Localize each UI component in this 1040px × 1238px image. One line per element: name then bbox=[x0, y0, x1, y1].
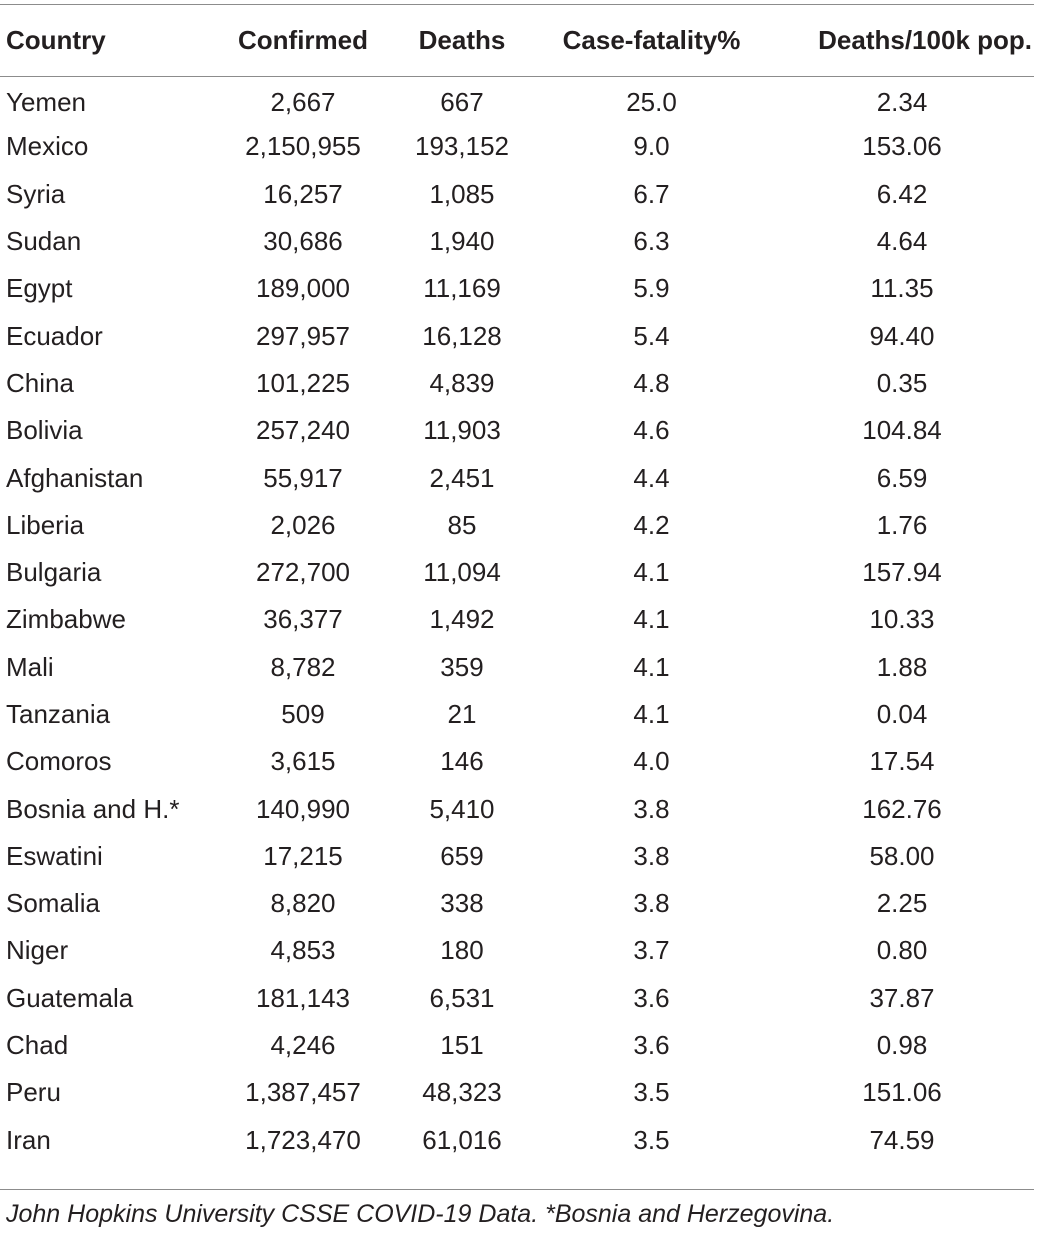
cell-deaths: 151 bbox=[440, 1030, 484, 1061]
cell-deaths: 5,410 bbox=[429, 793, 495, 824]
cell-country: Comoros bbox=[6, 746, 112, 777]
cell-country: Afghanistan bbox=[6, 462, 144, 493]
cell-deaths-per-100k: 94.40 bbox=[869, 320, 935, 351]
table-row bbox=[0, 123, 1034, 170]
cell-deaths-per-100k: 153.06 bbox=[862, 131, 942, 162]
cell-case-fatality: 3.5 bbox=[633, 1124, 670, 1155]
cell-case-fatality: 25.0 bbox=[626, 87, 677, 118]
cell-deaths-per-100k: 74.59 bbox=[869, 1124, 935, 1155]
cell-deaths: 193,152 bbox=[415, 131, 509, 162]
table-footnote: John Hopkins University CSSE COVID-19 Data. *Bosnia and Herzegovina. bbox=[6, 1200, 835, 1228]
cell-confirmed: 2,026 bbox=[270, 509, 336, 540]
cell-deaths: 61,016 bbox=[422, 1124, 502, 1155]
cell-deaths: 667 bbox=[440, 87, 484, 118]
cell-country: Peru bbox=[6, 1077, 61, 1108]
cell-case-fatality: 4.0 bbox=[633, 746, 670, 777]
cell-case-fatality: 4.4 bbox=[633, 462, 670, 493]
cell-deaths-per-100k: 2.25 bbox=[876, 888, 928, 919]
table-row bbox=[0, 785, 1034, 832]
header-row bbox=[0, 5, 1034, 76]
cell-deaths: 359 bbox=[440, 651, 484, 682]
cell-deaths-per-100k: 2.34 bbox=[876, 87, 928, 118]
cell-deaths: 21 bbox=[447, 699, 477, 729]
cell-confirmed: 16,257 bbox=[263, 178, 343, 209]
cell-deaths-per-100k: 0.04 bbox=[876, 699, 928, 729]
cell-deaths-per-100k: 10.33 bbox=[869, 604, 935, 635]
cell-country: Chad bbox=[6, 1030, 69, 1061]
cell-confirmed: 2,667 bbox=[270, 87, 336, 118]
cell-deaths: 11,169 bbox=[423, 273, 501, 304]
cell-deaths: 1,492 bbox=[429, 604, 495, 635]
cell-confirmed: 3,615 bbox=[270, 746, 336, 777]
cell-deaths: 146 bbox=[440, 746, 484, 777]
column-header-confirmed: Confirmed bbox=[238, 25, 368, 55]
cell-country: Guatemala bbox=[6, 982, 134, 1013]
cell-case-fatality: 4.8 bbox=[633, 367, 670, 398]
cell-confirmed: 257,240 bbox=[256, 415, 350, 446]
cell-case-fatality: 9.0 bbox=[633, 131, 670, 162]
cell-deaths: 338 bbox=[440, 888, 484, 919]
cell-confirmed: 1,723,470 bbox=[245, 1124, 361, 1155]
cell-deaths-per-100k: 104.84 bbox=[862, 415, 942, 446]
cell-confirmed: 2,150,955 bbox=[245, 131, 361, 162]
cell-case-fatality: 3.8 bbox=[633, 840, 670, 871]
cell-confirmed: 1,387,457 bbox=[245, 1077, 361, 1108]
table-row bbox=[0, 1069, 1034, 1116]
cell-confirmed: 140,990 bbox=[256, 793, 350, 824]
cell-deaths: 2,451 bbox=[429, 462, 495, 493]
cell-country: Egypt bbox=[6, 273, 73, 304]
cell-deaths: 659 bbox=[440, 840, 484, 871]
cell-confirmed: 189,000 bbox=[256, 273, 350, 304]
cell-confirmed: 297,957 bbox=[256, 320, 350, 351]
table-row bbox=[0, 171, 1034, 218]
cell-deaths: 11,903 bbox=[423, 415, 501, 446]
cell-case-fatality: 3.8 bbox=[633, 888, 670, 919]
cell-case-fatality: 6.3 bbox=[633, 226, 670, 257]
table-body bbox=[0, 76, 1034, 1164]
cell-deaths-per-100k: 157.94 bbox=[862, 557, 942, 588]
cell-case-fatality: 4.1 bbox=[633, 699, 670, 729]
cell-country: Tanzania bbox=[6, 699, 111, 729]
cell-deaths: 4,839 bbox=[429, 367, 495, 398]
cell-deaths-per-100k: 6.42 bbox=[876, 178, 928, 209]
cell-country: Somalia bbox=[6, 888, 100, 919]
table-row bbox=[0, 502, 1034, 549]
cell-case-fatality: 4.6 bbox=[633, 415, 670, 446]
cell-deaths: 1,940 bbox=[429, 226, 495, 257]
cell-confirmed: 36,377 bbox=[263, 604, 343, 635]
cell-confirmed: 55,917 bbox=[263, 462, 343, 493]
cell-deaths-per-100k: 1.88 bbox=[876, 651, 928, 682]
cell-country: Bulgaria bbox=[6, 557, 102, 588]
cell-country: Sudan bbox=[6, 226, 82, 257]
cell-country: Bosnia and H.* bbox=[6, 793, 180, 824]
cell-deaths-per-100k: 162.76 bbox=[862, 793, 942, 824]
cell-deaths-per-100k: 11.35 bbox=[870, 273, 934, 304]
table-row bbox=[0, 218, 1034, 265]
table-row bbox=[0, 596, 1034, 643]
cell-case-fatality: 5.4 bbox=[633, 320, 670, 351]
cell-deaths-per-100k: 0.98 bbox=[876, 1030, 928, 1061]
table-row bbox=[0, 549, 1034, 596]
cell-deaths: 11,094 bbox=[423, 557, 501, 588]
cell-country: Iran bbox=[6, 1124, 51, 1155]
table-row bbox=[0, 738, 1034, 785]
cell-deaths-per-100k: 4.64 bbox=[876, 226, 928, 257]
column-header-country: Country bbox=[6, 25, 106, 55]
cell-case-fatality: 4.1 bbox=[633, 557, 670, 588]
cell-case-fatality: 4.2 bbox=[633, 509, 670, 540]
cell-deaths-per-100k: 58.00 bbox=[869, 840, 935, 871]
cell-confirmed: 181,143 bbox=[256, 982, 350, 1013]
bottom-rule bbox=[0, 1189, 1034, 1190]
table-row bbox=[0, 265, 1034, 312]
cell-case-fatality: 5.9 bbox=[633, 273, 670, 304]
table-row bbox=[0, 1022, 1034, 1069]
cell-deaths-per-100k: 0.35 bbox=[876, 367, 928, 398]
cell-deaths-per-100k: 1.76 bbox=[876, 509, 928, 540]
cell-country: Niger bbox=[6, 935, 69, 966]
cell-confirmed: 30,686 bbox=[263, 226, 343, 257]
cell-case-fatality: 3.6 bbox=[633, 982, 670, 1013]
cell-deaths: 1,085 bbox=[429, 178, 495, 209]
cell-confirmed: 101,225 bbox=[256, 367, 350, 398]
cell-case-fatality: 3.5 bbox=[633, 1077, 670, 1108]
cell-confirmed: 17,215 bbox=[263, 840, 343, 871]
cell-deaths: 48,323 bbox=[422, 1077, 502, 1108]
table-row bbox=[0, 454, 1034, 501]
cell-confirmed: 8,782 bbox=[270, 651, 336, 682]
cell-country: China bbox=[6, 367, 74, 398]
table-row bbox=[0, 312, 1034, 359]
cell-case-fatality: 3.7 bbox=[633, 935, 670, 966]
table-row bbox=[0, 927, 1034, 974]
cell-deaths-per-100k: 6.59 bbox=[876, 462, 928, 493]
cell-deaths: 85 bbox=[447, 509, 477, 540]
table-row bbox=[0, 1117, 1034, 1164]
cell-confirmed: 4,246 bbox=[270, 1030, 336, 1061]
cell-deaths-per-100k: 17.54 bbox=[869, 746, 935, 777]
cell-deaths-per-100k: 151.06 bbox=[862, 1077, 942, 1108]
cell-deaths: 6,531 bbox=[429, 982, 495, 1013]
cell-case-fatality: 4.1 bbox=[633, 651, 670, 682]
cell-country: Liberia bbox=[6, 509, 85, 540]
cell-country: Mali bbox=[6, 651, 54, 682]
column-header-case-fatality: Case-fatality% bbox=[562, 25, 741, 55]
cell-case-fatality: 3.6 bbox=[633, 1030, 670, 1061]
cell-case-fatality: 3.8 bbox=[633, 793, 670, 824]
cell-confirmed: 8,820 bbox=[270, 888, 336, 919]
cell-deaths-per-100k: 37.87 bbox=[869, 982, 935, 1013]
cell-confirmed: 4,853 bbox=[270, 935, 336, 966]
table-row bbox=[0, 360, 1034, 407]
cell-deaths: 180 bbox=[440, 935, 484, 966]
cell-case-fatality: 6.7 bbox=[633, 178, 670, 209]
table-row bbox=[0, 76, 1034, 123]
table-row bbox=[0, 691, 1034, 738]
table-row bbox=[0, 407, 1034, 454]
cell-country: Bolivia bbox=[6, 415, 83, 446]
table-row bbox=[0, 644, 1034, 691]
table-row bbox=[0, 833, 1034, 880]
table-row bbox=[0, 880, 1034, 927]
covid-fatality-table bbox=[0, 5, 1034, 1164]
column-header-deaths-per-100k: Deaths/100k pop. bbox=[818, 25, 1032, 55]
cell-deaths: 16,128 bbox=[422, 320, 502, 351]
cell-country: Mexico bbox=[6, 131, 89, 162]
cell-country: Eswatini bbox=[6, 840, 103, 871]
cell-country: Ecuador bbox=[6, 320, 103, 351]
table-row bbox=[0, 975, 1034, 1022]
cell-case-fatality: 4.1 bbox=[633, 604, 670, 635]
cell-deaths-per-100k: 0.80 bbox=[876, 935, 928, 966]
cell-country: Syria bbox=[6, 178, 66, 209]
cell-confirmed: 272,700 bbox=[256, 557, 350, 588]
column-header-deaths: Deaths bbox=[418, 25, 506, 55]
cell-confirmed: 509 bbox=[281, 699, 325, 729]
cell-country: Yemen bbox=[6, 87, 86, 118]
cell-country: Zimbabwe bbox=[6, 604, 126, 635]
